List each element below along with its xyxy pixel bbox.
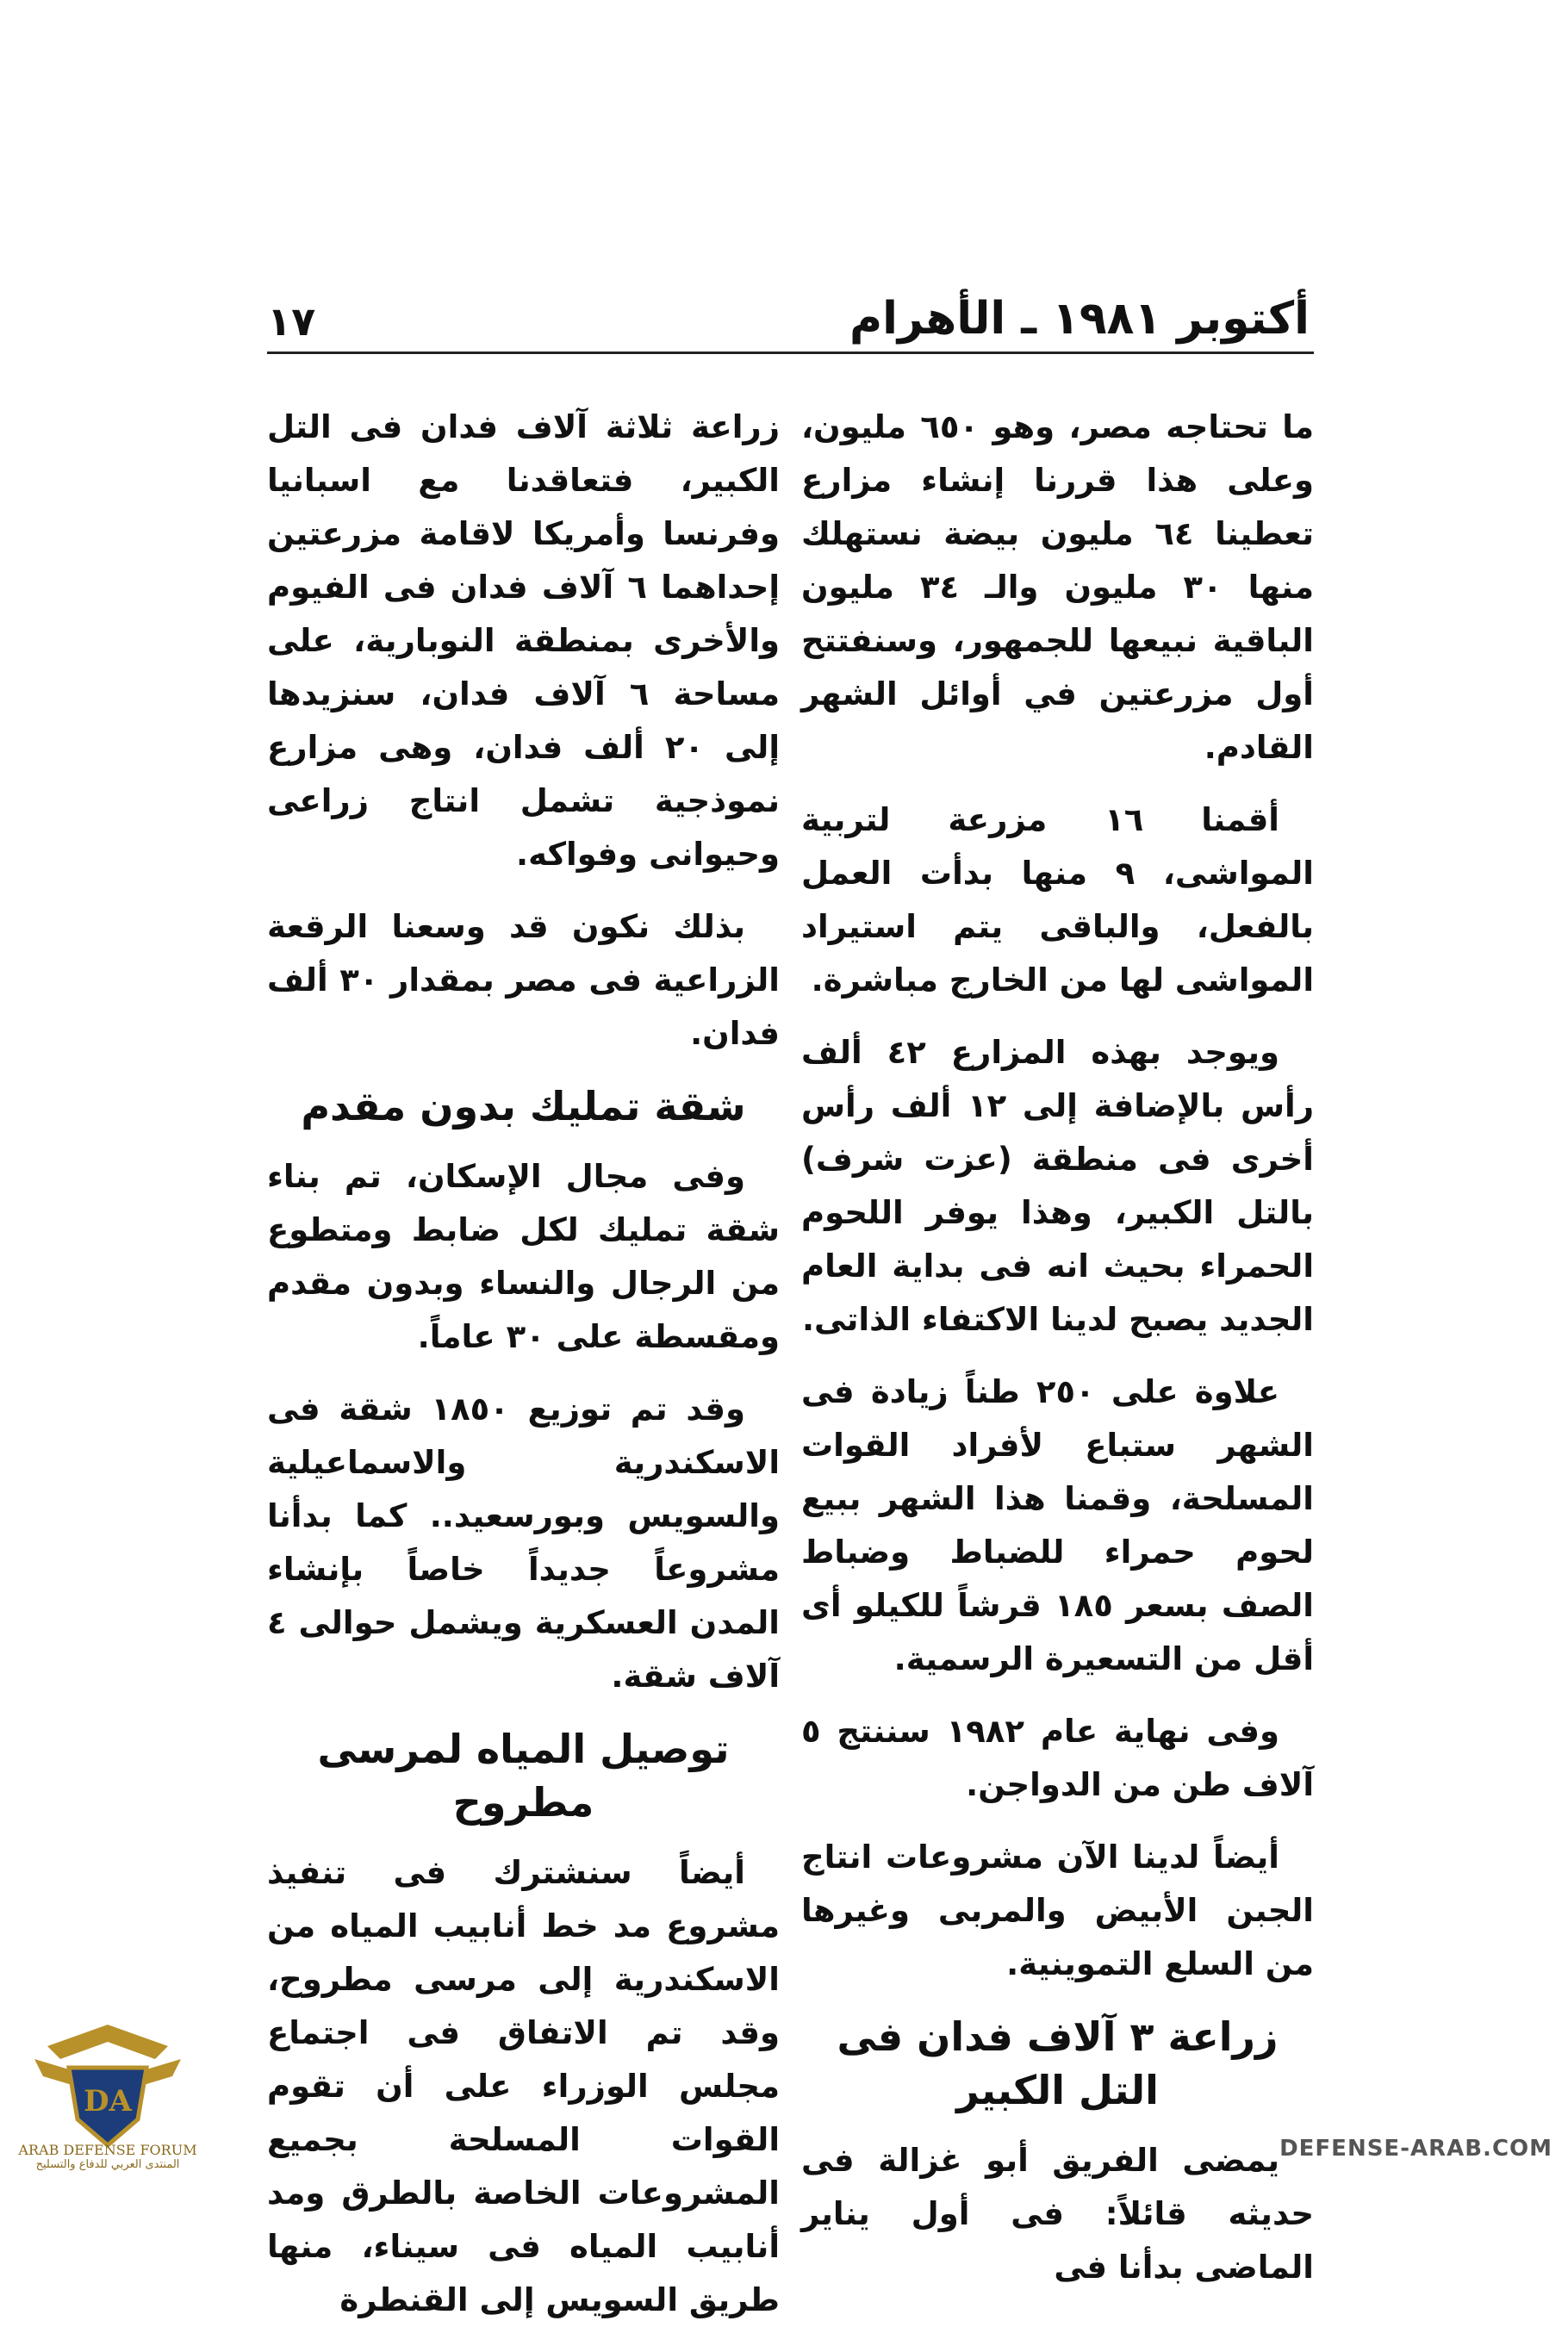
paragraph: أقمنا ١٦ مزرعة لتربية المواشى، ٩ منها بدأت العمل بالفعل، والباقى يتم استيراد المواشى لها من الخارج مباشرة. (801, 801, 1314, 999)
paragraph: يمضى الفريق أبو غزالة فى حديثه قائلاً: فى أول يناير الماضى بدأنا فى (801, 2142, 1314, 2286)
page-number: ١٧ (267, 298, 316, 345)
site-watermark: DEFENSE-ARAB.COM (1279, 2136, 1552, 2162)
paragraph: وفى نهاية عام ١٩٨٢ سننتج ٥ آلاف طن من الدواجن. (801, 1713, 1314, 1803)
publication-title: أكتوبر ١٩٨١ ـ الأهرام (849, 293, 1310, 345)
left-column (267, 401, 781, 2318)
section-heading: زراعة ٣ آلاف فدان فى التل الكبير (837, 2013, 1279, 2113)
logo-caption (17, 2142, 198, 2171)
paragraph: بذلك نكون قد وسعنا الرقعة الزراعية فى مصر بمقدار ٣٠ ألف فدان. (267, 908, 780, 1052)
paragraph: أيضاً لدينا الآن مشروعات انتاج الجبن الأبيض والمربى وغيرها من السلع التموينية. (801, 1839, 1314, 1982)
paragraph: وقد تم توزيع ١٨٥٠ شقة فى الاسكندرية والاسماعيلية والسويس وبورسعيد.. كما بدأنا مشروعاً جديداً خاصاً بإنشاء المدن العسكرية ويشمل حوالى ٤ آلاف شقة. (267, 1391, 780, 1695)
paragraph: ما تحتاجه مصر، وهو ٦٥٠ مليون، وعلى هذا قررنا إنشاء مزارع تعطينا ٦٤ مليون بيضة نستهلك منها ٣٠ مليون والـ ٣٤ مليون الباقية نبيعها للجمهور، وسنفتتح أول مزرعتين في أوائل الشهر القادم. (801, 408, 1314, 766)
logo-caption-ar: المنتدى العربي للدفاع والتسليح (35, 2158, 180, 2171)
section-heading: شقة تمليك بدون مقدم (301, 1083, 746, 1129)
paragraph: ويوجد بهذه المزارع ٤٢ ألف رأس بالإضافة إلى ١٢ ألف رأس أخرى فى منطقة (عزت شرف) بالتل الكبير، وهذا يوفر اللحوم الحمراء بحيث انه فى بداية العام الجديد يصبح لدينا الاكتفاء الذاتى. (801, 1034, 1314, 1338)
logo-badge-text: DA (84, 2084, 132, 2119)
paragraph: أيضاً سنشترك فى تنفيذ مشروع مد خط أنابيب المياه من الاسكندرية إلى مرسى مطروح، وقد تم الاتفاق فى اجتماع مجلس الوزراء على أن تقوم القوات المسلحة بجميع المشروعات الخاصة بالطرق ومد أنابيب المياه فى سيناء، منها طريق السويس إلى القنطرة (267, 1854, 780, 2318)
paragraph: زراعة ثلاثة آلاف فدان فى التل الكبير، فتعاقدنا مع اسبانيا وفرنسا وأمريكا لاقامة مزرعتين إحداهما ٦ آلاف فدان فى الفيوم والأخرى بمنطقة النوبارية، على مساحة ٦ آلاف فدان، سنزيدها إلى ٢٠ ألف فدان، وهى مزارع نموذجية تشمل انتاج زراعى وحيوانى وفواكه. (267, 408, 781, 873)
right-column (801, 401, 1314, 2286)
paragraph: وفى مجال الإسكان، تم بناء شقة تمليك لكل ضابط ومتطوع من الرجال والنساء وبدون مقدم ومقسطة على ٣٠ عاماً. (267, 1158, 780, 1355)
section-heading: توصيل المياه لمرسى مطروح (317, 1726, 730, 1826)
header-rule (267, 352, 1314, 354)
paragraph: علاوة على ٢٥٠ طناً زيادة فى الشهر ستباع لأفراد القوات المسلحة، وقمنا هذا الشهر ببيع لحوم حمراء للضباط وضباط الصف بسعر ١٨٥ قرشاً للكيلو أى أقل من التسعيرة الرسمية. (801, 1373, 1314, 1677)
logo-caption-en: ARAB DEFENSE FORUM (18, 2142, 197, 2158)
page-header (267, 284, 1310, 345)
